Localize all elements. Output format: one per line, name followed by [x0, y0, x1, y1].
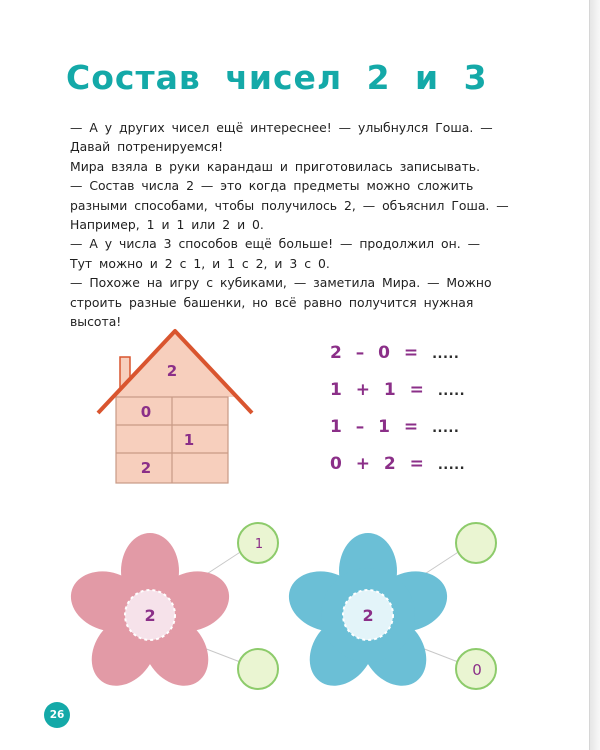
- answer-blank[interactable]: .....: [437, 458, 466, 473]
- answer-circle[interactable]: [456, 523, 496, 563]
- answer-blank[interactable]: .....: [432, 421, 460, 436]
- story-line: Например, 1 и 1 или 2 и 0.: [70, 217, 264, 233]
- equation-row: [330, 338, 465, 375]
- story-line: Тут можно и 2 с 1, и 1 с 2, и 3 с 0.: [70, 255, 330, 271]
- equation-expression: 1 – 1 =: [330, 417, 419, 437]
- story-line: Давай потренируемся!: [70, 139, 224, 155]
- circle-number: 1: [254, 537, 264, 552]
- story-line: строить разные башенки, но всё равно получится нужная: [70, 294, 474, 310]
- story-line: Мира взяла в руки карандаш и приготовилась записывать.: [70, 158, 481, 174]
- equation-expression: 2 – 0 =: [330, 343, 419, 363]
- story-line: высота!: [70, 314, 122, 330]
- house-cell-number: 1: [183, 431, 195, 449]
- flower-center-number: 2: [144, 606, 156, 625]
- house-illustration: [92, 325, 258, 485]
- story-line: — Состав числа 2 — это когда предметы можно сложить: [70, 178, 474, 194]
- page-number: 26: [44, 702, 70, 728]
- equation-row: [330, 449, 465, 486]
- blue-flower: [281, 523, 496, 698]
- equation-row: [330, 412, 465, 449]
- story-text: [70, 118, 530, 331]
- flower-center-number: 2: [362, 606, 374, 625]
- pink-flower: [63, 523, 278, 698]
- equation-row: [330, 375, 465, 412]
- roof-number: 2: [166, 362, 178, 380]
- story-line: — А у других чисел ещё интереснее! — улыбнулся Гоша. —: [70, 120, 493, 135]
- house-cell-number: 2: [140, 459, 152, 477]
- answer-blank[interactable]: .....: [437, 384, 466, 399]
- flowers-exercise: [0, 505, 600, 705]
- equations-list: [330, 338, 465, 486]
- circle-number: 0: [472, 661, 482, 679]
- equation-expression: 0 + 2 =: [330, 454, 424, 474]
- answer-circle[interactable]: [238, 649, 278, 689]
- answer-blank[interactable]: .....: [432, 347, 460, 362]
- story-line: разными способами, чтобы получилось 2, — объяснил Гоша. —: [70, 197, 509, 213]
- equation-expression: 1 + 1 =: [330, 380, 424, 400]
- story-line: — Похоже на игру с кубиками, — заметила Мира. — Можно: [70, 275, 492, 291]
- house-cell-number: 0: [140, 403, 152, 421]
- page-title: Состав чисел 2 и 3: [66, 58, 488, 97]
- story-line: — А у числа 3 способов ещё больше! — продолжил он. —: [70, 236, 480, 252]
